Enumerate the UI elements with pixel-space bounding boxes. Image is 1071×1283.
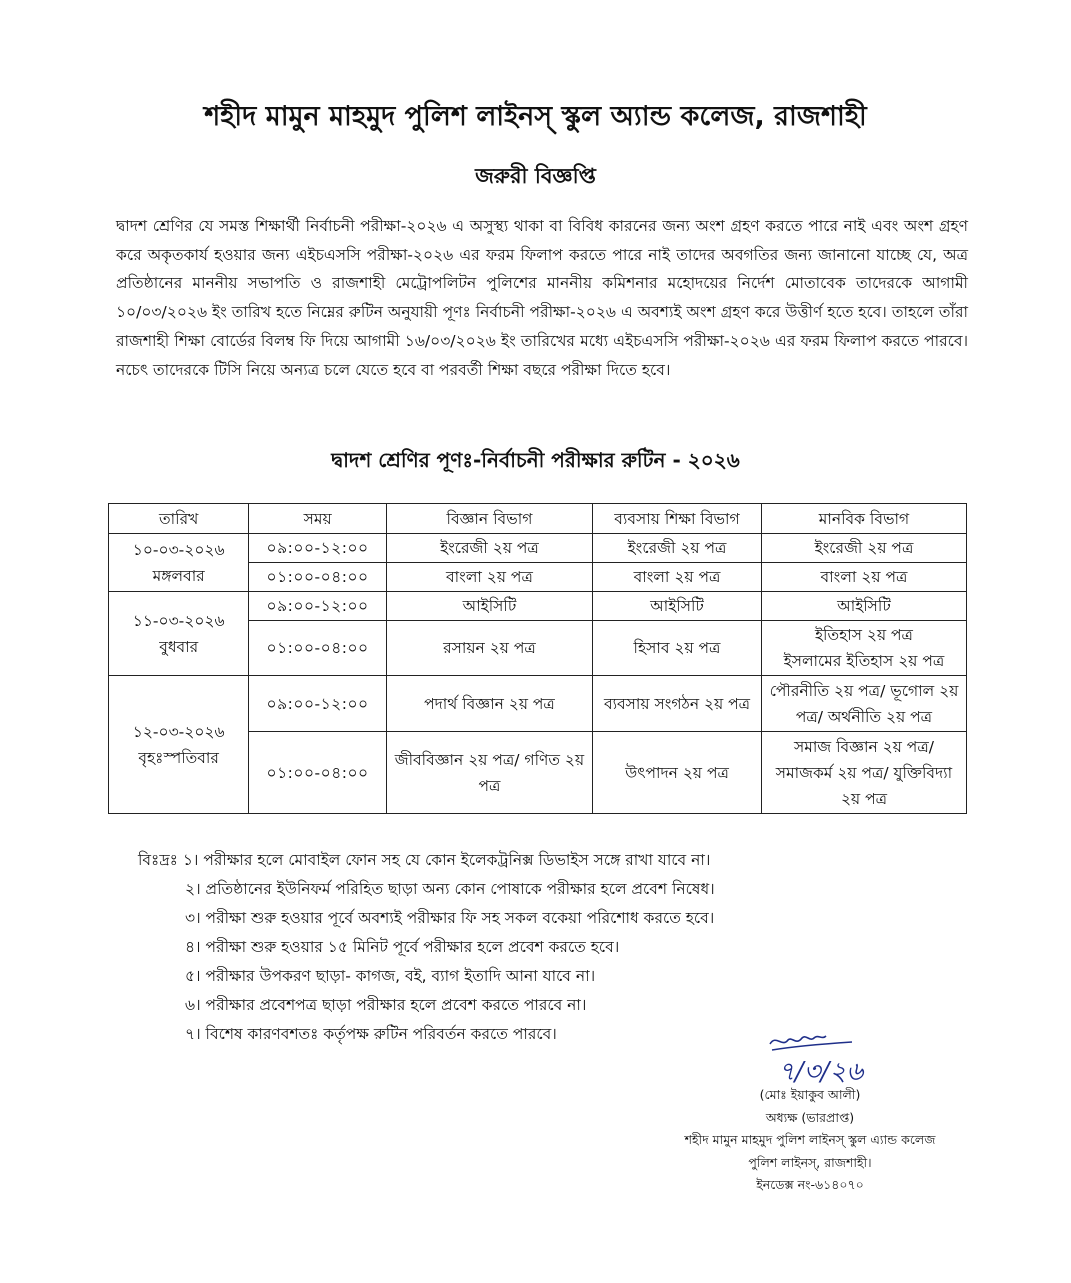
weekday: বুধবার xyxy=(159,637,199,656)
humanities-subject-cell: বাংলা ২য় পত্র xyxy=(761,563,966,592)
weekday: মঙ্গলবার xyxy=(152,566,205,585)
exam-routine-table xyxy=(108,503,967,814)
date: ১০-০৩-২০২৬ xyxy=(132,540,225,559)
weekday: বৃহঃস্পতিবার xyxy=(138,748,219,767)
business-subject-cell: বাংলা ২য় পত্র xyxy=(593,563,762,592)
business-subject-cell: হিসাব ২য় পত্র xyxy=(593,621,762,676)
notes-section xyxy=(138,846,858,1049)
business-subject-cell: উৎপাদন ২য় পত্র xyxy=(593,732,762,814)
column-header-science: বিজ্ঞান বিভাগ xyxy=(386,504,592,534)
science-subject-cell: আইসিটি xyxy=(386,592,592,621)
humanities-subject-line: ইসলামের ইতিহাস ২য় পত্র xyxy=(783,652,945,670)
note-item xyxy=(138,846,858,875)
signatory-name: (মোঃ ইয়াকুব আলী) xyxy=(759,1087,861,1102)
time-cell: ০৯:০০-১২:০০ xyxy=(249,534,386,563)
note-item: ৬। পরীক্ষার প্রবেশপত্র ছাড়া পরীক্ষার হলে প্রবেশ করতে পারবে না। xyxy=(185,996,587,1014)
signature-stroke xyxy=(770,1036,826,1044)
humanities-subject-cell: আইসিটি xyxy=(761,592,966,621)
signatory-block xyxy=(640,1084,980,1197)
notice-body-paragraph: দ্বাদশ শ্রেণির যে সমস্ত শিক্ষার্থী নির্বাচনী পরীক্ষা-২০২৬ এ অসুস্থ্য থাকা বা বিবিধ কারনের জন্য অংশ গ্রহণ করতে পারে নাই এবং অংশ গ্রহণ করে অকৃতকার্য হওয়ার জন্য এইচএসসি পরীক্ষা-২০২৬ এর ফরম ফিলাপ করতে পারে নাই তাদের অবগতির জন্য জানানো যাচ্ছে যে, অত্র প্রতিষ্ঠানের মাননীয় সভাপতি ও রাজশাহী মেট্রোপলিটন পুলিশের মাননীয় কমিশনার মহোদয়ের নির্দেশ মোতাবেক তাদেরকে আগামী ১০/০৩/২০২৬ ইং তারিখ হতে নিম্নের রুটিন অনুযায়ী পূণঃ নির্বাচনী পরীক্ষা-২০২৬ এ অবশ্যই অংশ গ্রহণ করে উত্তীর্ণ হতে হবে। তাহলে তাঁরা রাজশাহী শিক্ষা বোর্ডের বিলম্ব ফি দিয়ে আগামী ১৬/০৩/২০২৬ ইং তারিখের মধ্যে এইচএসসি পরীক্ষা-২০২৬ এর ফরম ফিলাপ করতে পারবে। নচেৎ তাদেরকে টিসি নিয়ে অন্যত্র চলে যেতে হবে বা পরবর্তী শিক্ষা বছরে পরীক্ষা দিতে হবে। xyxy=(116,217,968,379)
time-cell: ০৯:০০-১২:০০ xyxy=(249,592,386,621)
signature-date: ৭/৩/২৬ xyxy=(778,1057,864,1087)
notes-label: বিঃদ্রঃ xyxy=(138,851,178,869)
date: ১১-০৩-২০২৬ xyxy=(132,611,225,630)
note-item: ৪। পরীক্ষা শুরু হওয়ার ১৫ মিনিট পূর্বে পরীক্ষার হলে প্রবেশ করতে হবে। xyxy=(185,938,620,956)
date-cell xyxy=(109,534,249,592)
time-cell: ০১:০০-০৪:০০ xyxy=(249,732,386,814)
column-header-time: সময় xyxy=(249,504,386,534)
table-row xyxy=(109,592,967,621)
signatory-address: পুলিশ লাইনস্, রাজশাহী। xyxy=(748,1154,872,1170)
time-cell: ০১:০০-০৪:০০ xyxy=(249,621,386,676)
note-item: ২। প্রতিষ্ঠানের ইউনিফর্ম পরিহিত ছাড়া অন্য কোন পোষাকে পরীক্ষার হলে প্রবেশ নিষেধ। xyxy=(185,880,715,898)
column-header-date: তারিখ xyxy=(109,504,249,534)
routine-title: দ্বাদশ শ্রেণির পূণঃ-নির্বাচনী পরীক্ষার রুটিন - ২০২৬ xyxy=(331,448,740,472)
humanities-subject-cell: পৌরনীতি ২য় পত্র/ ভূগোল ২য় পত্র/ অর্থনীতি ২য় পত্র xyxy=(761,676,966,732)
handwritten-signature xyxy=(752,1030,872,1088)
table-row xyxy=(109,676,967,732)
institution-title: শহীদ মামুন মাহমুদ পুলিশ লাইনস্ স্কুল অ্যান্ড কলেজ, রাজশাহী xyxy=(204,101,867,132)
time-cell: ০১:০০-০৪:০০ xyxy=(249,563,386,592)
note-item: ৭। বিশেষ কারণবশতঃ কর্তৃপক্ষ রুটিন পরিবর্তন করতে পারবে। xyxy=(185,1025,557,1043)
index-number: ইনডেক্স নং-৬১৪০৭০ xyxy=(756,1177,864,1192)
note-item: ৩। পরীক্ষা শুরু হওয়ার পূর্বে অবশ্যই পরীক্ষার ফি সহ সকল বকেয়া পরিশোধ করতে হবে। xyxy=(185,909,715,927)
date: ১২-০৩-২০২৬ xyxy=(132,722,225,741)
science-subject-cell: বাংলা ২য় পত্র xyxy=(386,563,592,592)
science-subject-cell: ইংরেজী ২য় পত্র xyxy=(386,534,592,563)
table-row xyxy=(109,534,967,563)
science-subject-cell: জীববিজ্ঞান ২য় পত্র/ গণিত ২য় পত্র xyxy=(386,732,592,814)
humanities-subject-cell: ইংরেজী ২য় পত্র xyxy=(761,534,966,563)
time-cell: ০৯:০০-১২:০০ xyxy=(249,676,386,732)
humanities-subject-cell xyxy=(761,621,966,676)
column-header-humanities: মানবিক বিভাগ xyxy=(761,504,966,534)
business-subject-cell: আইসিটি xyxy=(593,592,762,621)
science-subject-cell: পদার্থ বিজ্ঞান ২য় পত্র xyxy=(386,676,592,732)
signatory-designation: অধ্যক্ষ (ভারপ্রাপ্ত) xyxy=(765,1109,855,1125)
table-header-row xyxy=(109,504,967,534)
note-text: ১। পরীক্ষার হলে মোবাইল ফোন সহ যে কোন ইলেকট্রনিক্স ডিভাইস সঙ্গে রাখা যাবে না। xyxy=(182,851,711,869)
column-header-business: ব্যবসায় শিক্ষা বিভাগ xyxy=(593,504,762,534)
date-cell xyxy=(109,592,249,676)
notice-title: জরুরী বিজ্ঞপ্তি xyxy=(475,164,596,188)
business-subject-cell: ব্যবসায় সংগঠন ২য় পত্র xyxy=(593,676,762,732)
date-cell xyxy=(109,676,249,814)
signatory-institution: শহীদ মামুন মাহমুদ পুলিশ লাইনস্ স্কুল এ্যান্ড কলেজ xyxy=(684,1132,936,1147)
note-item: ৫। পরীক্ষার উপকরণ ছাড়া- কাগজ, বই, ব্যাগ ইতাদি আনা যাবে না। xyxy=(185,967,596,985)
business-subject-cell: ইংরেজী ২য় পত্র xyxy=(593,534,762,563)
humanities-subject-cell: সমাজ বিজ্ঞান ২য় পত্র/সমাজকর্ম ২য় পত্র/ যুক্তিবিদ্যা ২য় পত্র xyxy=(761,732,966,814)
humanities-subject-line: ইতিহাস ২য় পত্র xyxy=(814,626,913,644)
science-subject-cell: রসায়ন ২য় পত্র xyxy=(386,621,592,676)
